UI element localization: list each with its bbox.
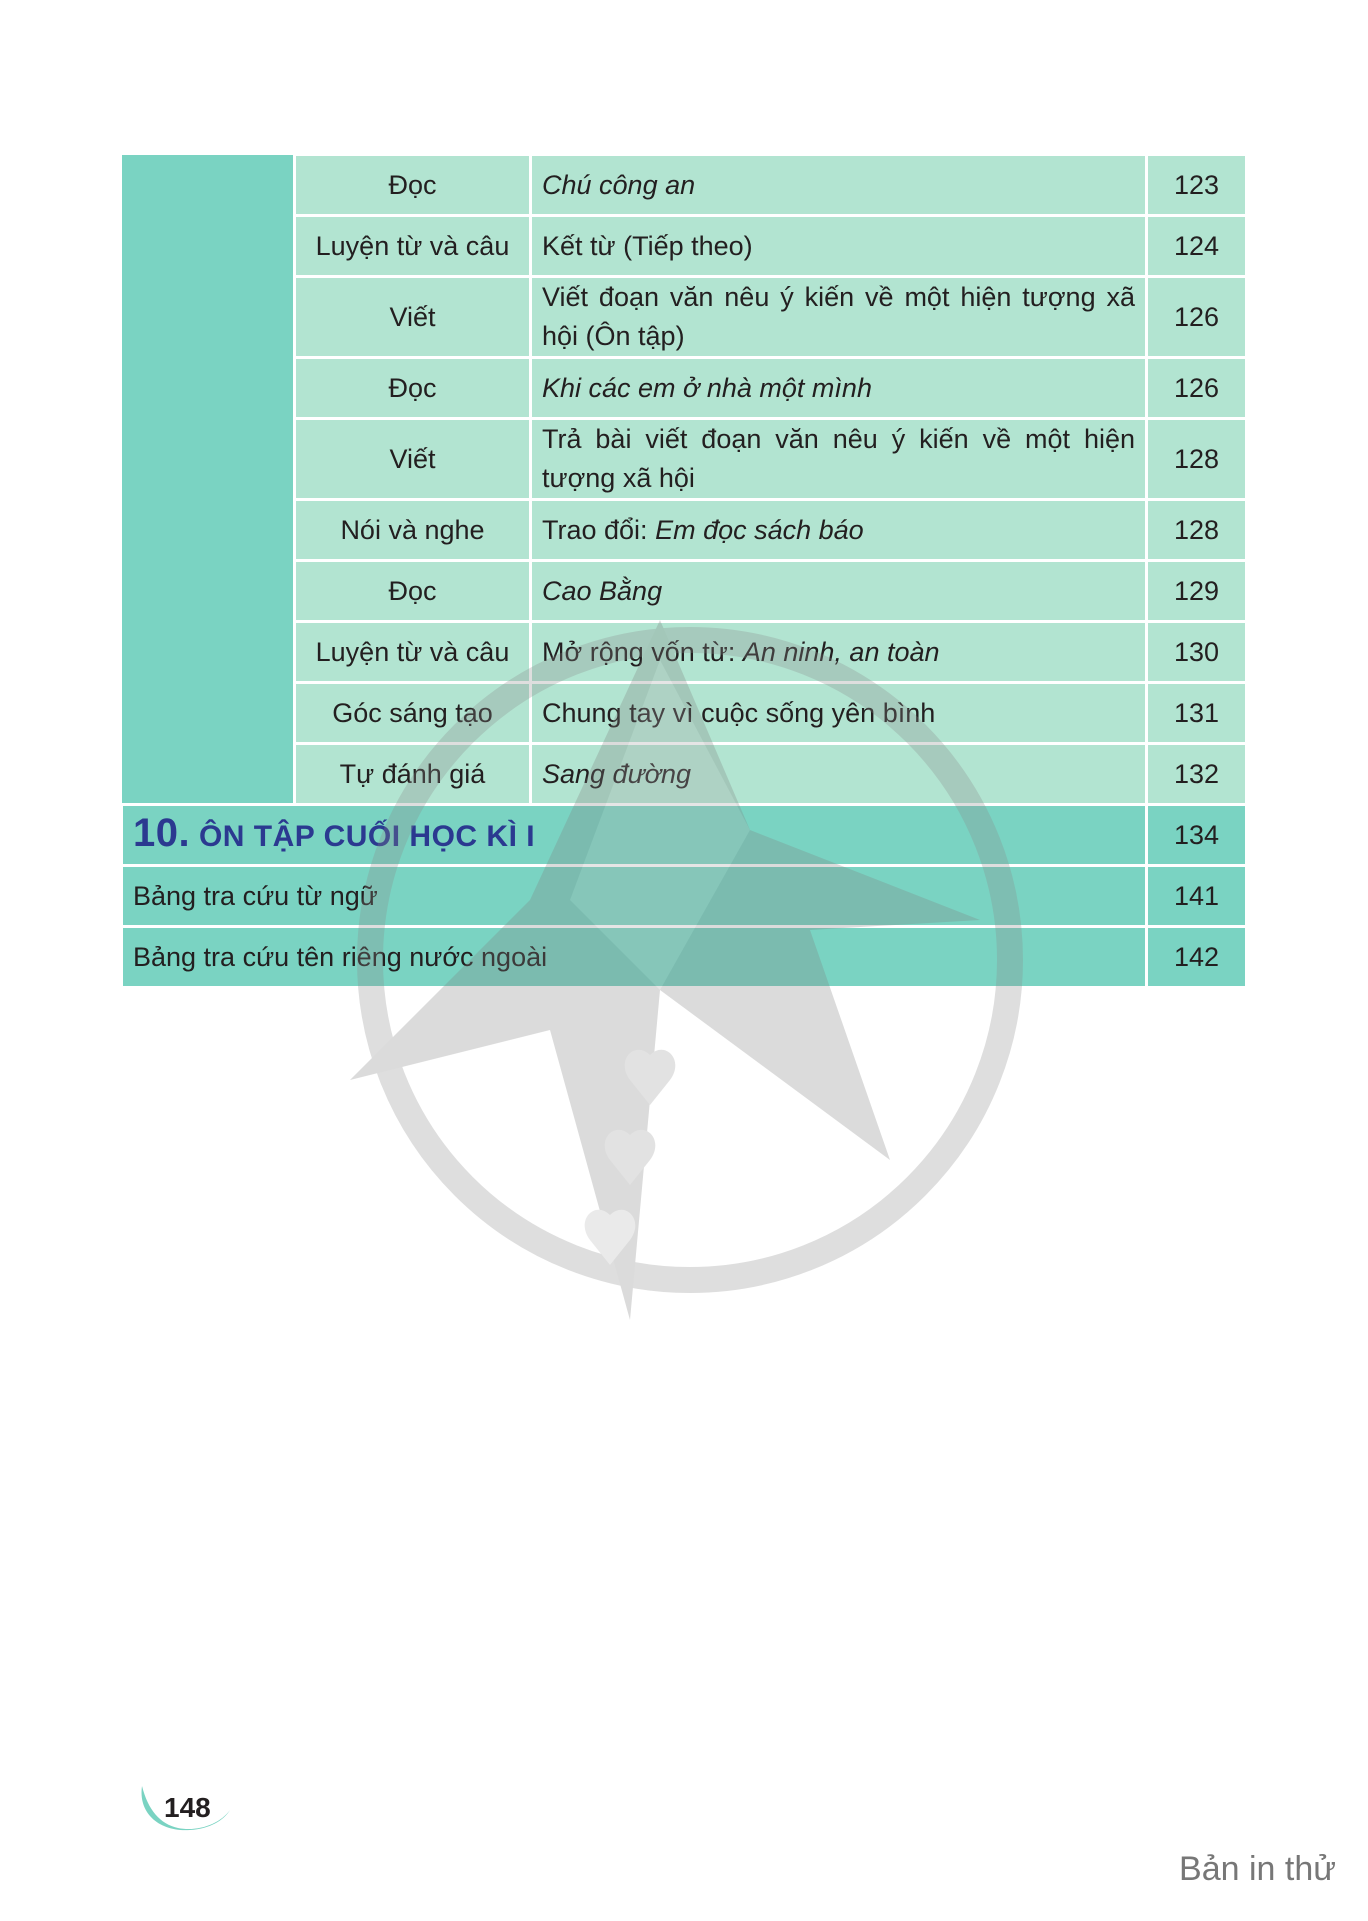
draft-label: Bản in thử xyxy=(1179,1850,1336,1888)
toc-page-number: 123 xyxy=(1147,155,1247,216)
toc-title: Khi các em ở nhà một mình xyxy=(531,358,1147,419)
toc-page-number: 130 xyxy=(1147,622,1247,683)
toc-category: Luyện từ và câu xyxy=(295,622,531,683)
toc-page-number: 126 xyxy=(1147,277,1247,358)
toc-title: Kết từ (Tiếp theo) xyxy=(531,216,1147,277)
unit-band xyxy=(122,155,295,805)
page-number xyxy=(138,1780,234,1840)
toc-title: Viết đoạn văn nêu ý kiến về một hiện tượng xã hội (Ôn tập) xyxy=(531,277,1147,358)
toc-category: Góc sáng tạo xyxy=(295,683,531,744)
toc-row xyxy=(122,155,1247,216)
toc-title-prefix: Mở rộng vốn từ: xyxy=(542,636,743,667)
appendix-title: Bảng tra cứu từ ngữ xyxy=(122,866,1147,927)
toc-page-number: 128 xyxy=(1147,419,1247,500)
toc-title: Chú công an xyxy=(531,155,1147,216)
toc-title: Sang đường xyxy=(531,744,1147,805)
toc-category: Đọc xyxy=(295,155,531,216)
toc-page-number: 129 xyxy=(1147,561,1247,622)
toc-title: Cao Bằng xyxy=(531,561,1147,622)
unit-number: 10. xyxy=(133,810,191,855)
toc-title: Trả bài viết đoạn văn nêu ý kiến về một hiện tượng xã hội xyxy=(531,419,1147,500)
toc-page-number: 141 xyxy=(1147,866,1247,927)
toc-title-italic: An ninh, an toàn xyxy=(742,636,940,667)
toc-title-prefix: Trao đổi: xyxy=(542,514,656,545)
toc-page-number: 128 xyxy=(1147,500,1247,561)
toc-category: Nói và nghe xyxy=(295,500,531,561)
toc-category: Đọc xyxy=(295,561,531,622)
toc-page-number: 134 xyxy=(1147,805,1247,866)
toc-page-number: 142 xyxy=(1147,927,1247,988)
toc-page-number: 132 xyxy=(1147,744,1247,805)
toc-page-number: 124 xyxy=(1147,216,1247,277)
appendix-title: Bảng tra cứu tên riêng nước ngoài xyxy=(122,927,1147,988)
page-number-text: 148 xyxy=(164,1792,211,1823)
toc-category: Tự đánh giá xyxy=(295,744,531,805)
toc-category: Đọc xyxy=(295,358,531,419)
unit-heading xyxy=(122,805,1147,866)
toc-title xyxy=(531,500,1147,561)
appendix-row xyxy=(122,927,1247,988)
toc-page-number: 131 xyxy=(1147,683,1247,744)
toc-category: Viết xyxy=(295,419,531,500)
toc-page-number: 126 xyxy=(1147,358,1247,419)
toc-title: Chung tay vì cuộc sống yên bình xyxy=(531,683,1147,744)
table-of-contents xyxy=(120,153,1248,989)
unit-title-text: ÔN TẬP CUỐI HỌC KÌ I xyxy=(198,819,536,853)
appendix-row xyxy=(122,866,1247,927)
unit-row xyxy=(122,805,1247,866)
toc-category: Luyện từ và câu xyxy=(295,216,531,277)
toc-category: Viết xyxy=(295,277,531,358)
toc-title xyxy=(531,622,1147,683)
toc-title-italic: Em đọc sách báo xyxy=(655,514,864,545)
unit-title xyxy=(133,810,536,855)
